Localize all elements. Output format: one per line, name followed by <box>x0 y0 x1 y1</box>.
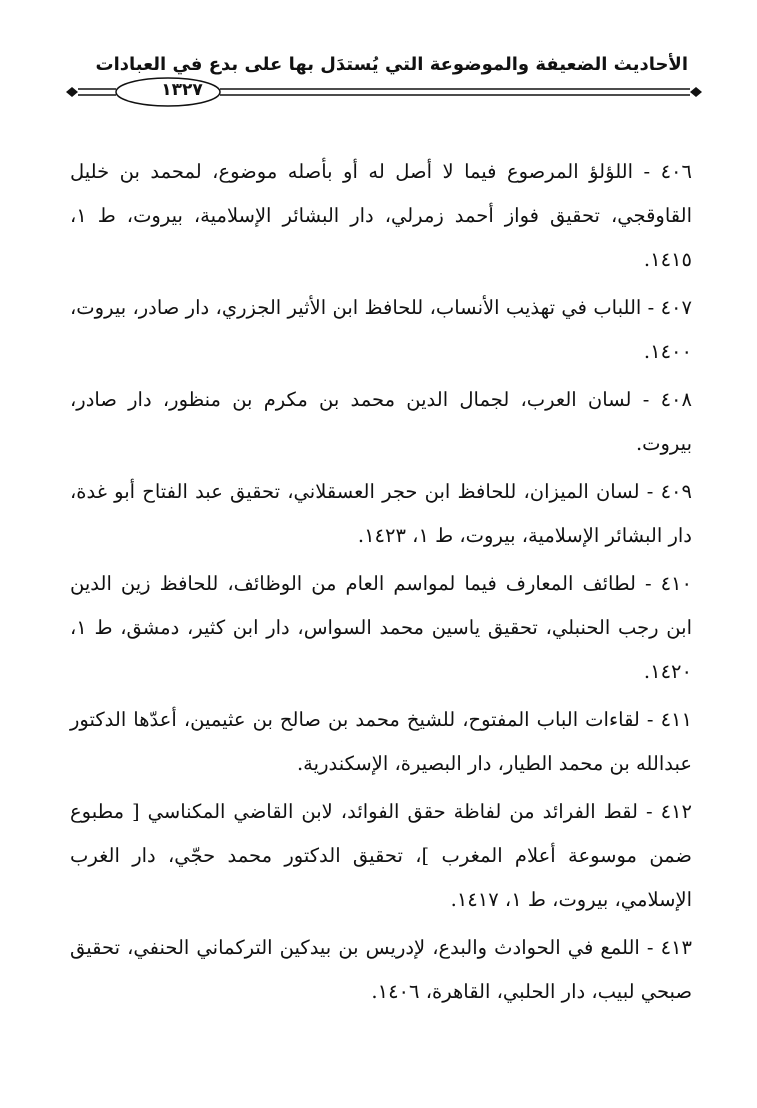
entry-text: اللؤلؤ المرصوع فيما لا أصل له أو بأصله موضوع، لمحمد بن خليل القاوقجي، تحقيق فواز أحمد زمرلي، دار البشائر الإسلامية، بيروت، ط ١، ١٤١٥. <box>70 160 692 271</box>
entry-number: ٤١٠ <box>660 572 692 595</box>
bibliography-list <box>70 150 692 1018</box>
entry-number: ٤٠٨ <box>660 388 692 411</box>
entry-text: لسان الميزان، للحافظ ابن حجر العسقلاني، تحقيق عبد الفتاح أبو غدة، دار البشائر الإسلامية، بيروت، ط ١، ١٤٢٣. <box>70 480 692 547</box>
entry-number: ٤٠٧ <box>660 296 692 319</box>
bibliography-entry: ٤٠٦ - اللؤلؤ المرصوع فيما لا أصل له أو بأصله موضوع، لمحمد بن خليل القاوقجي، تحقيق فواز أحمد زمرلي، دار البشائر الإسلامية، بيروت، ط ١، ١٤١٥. <box>70 160 692 271</box>
running-title: الأحاديث الضعيفة والموضوعة التي يُستدَل بها على بدع في العبادات <box>95 54 688 75</box>
entry-text: لقط الفرائد من لفاظة حقق الفوائد، لابن القاضي المكناسي [ مطبوع ضمن موسوعة أعلام المغرب ]، تحقيق الدكتور محمد حجّي، دار الغرب الإسلامي، بيروت، ط ١، ١٤١٧. <box>70 800 692 911</box>
bibliography-entry: ٤١٠ - لطائف المعارف فيما لمواسم العام من الوظائف، للحافظ زين الدين ابن رجب الحنبلي، تحقيق ياسين محمد السواس، دار ابن كثير، دمشق، ط ١، ١٤٢٠. <box>70 572 692 683</box>
bibliography-entry: ٤١٢ - لقط الفرائد من لفاظة حقق الفوائد، لابن القاضي المكناسي [ مطبوع ضمن موسوعة أعلام المغرب ]، تحقيق الدكتور محمد حجّي، دار الغرب الإسلامي، بيروت، ط ١، ١٤١٧. <box>70 800 692 911</box>
bibliography-entry: ٤٠٩ - لسان الميزان، للحافظ ابن حجر العسقلاني، تحقيق عبد الفتاح أبو غدة، دار البشائر الإسلامية، بيروت، ط ١، ١٤٢٣. <box>70 480 692 547</box>
entry-text: لطائف المعارف فيما لمواسم العام من الوظائف، للحافظ زين الدين ابن رجب الحنبلي، تحقيق ياسين محمد السواس، دار ابن كثير، دمشق، ط ١، ١٤٢٠. <box>70 572 692 683</box>
entry-text: لسان العرب، لجمال الدين محمد بن مكرم بن منظور، دار صادر، بيروت. <box>70 388 692 455</box>
entry-number: ٤١١ <box>660 708 692 731</box>
entry-text: لقاءات الباب المفتوح، للشيخ محمد بن صالح بن عثيمين، أعدّها الدكتور عبدالله بن محمد الطيار، دار البصيرة، الإسكندرية. <box>70 708 692 775</box>
entry-text: اللباب في تهذيب الأنساب، للحافظ ابن الأثير الجزري، دار صادر، بيروت، ١٤٠٠. <box>70 296 692 363</box>
entry-text: اللمع في الحوادث والبدع، لإدريس بن بيدكين التركماني الحنفي، تحقيق صبحي لبيب، دار الحلبي، القاهرة، ١٤٠٦. <box>70 936 692 1003</box>
bibliography-entry: ٤١٣ - اللمع في الحوادث والبدع، لإدريس بن بيدكين التركماني الحنفي، تحقيق صبحي لبيب، دار الحلبي، القاهرة، ١٤٠٦. <box>70 936 692 1003</box>
page-number: ١٣٢٧ <box>161 80 203 100</box>
page-header <box>66 54 702 114</box>
bibliography-entry: ٤٠٨ - لسان العرب، لجمال الدين محمد بن مكرم بن منظور، دار صادر، بيروت. <box>70 388 692 455</box>
bibliography-entry: ٤١١ - لقاءات الباب المفتوح، للشيخ محمد بن صالح بن عثيمين، أعدّها الدكتور عبدالله بن محمد الطيار، دار البصيرة، الإسكندرية. <box>70 708 692 775</box>
entry-number: ٤١٣ <box>660 936 692 959</box>
entry-number: ٤١٢ <box>660 800 692 823</box>
bibliography-entry: ٤٠٧ - اللباب في تهذيب الأنساب، للحافظ ابن الأثير الجزري، دار صادر، بيروت، ١٤٠٠. <box>70 296 692 363</box>
entry-number: ٤٠٦ <box>660 160 692 183</box>
entry-number: ٤٠٩ <box>660 480 692 503</box>
